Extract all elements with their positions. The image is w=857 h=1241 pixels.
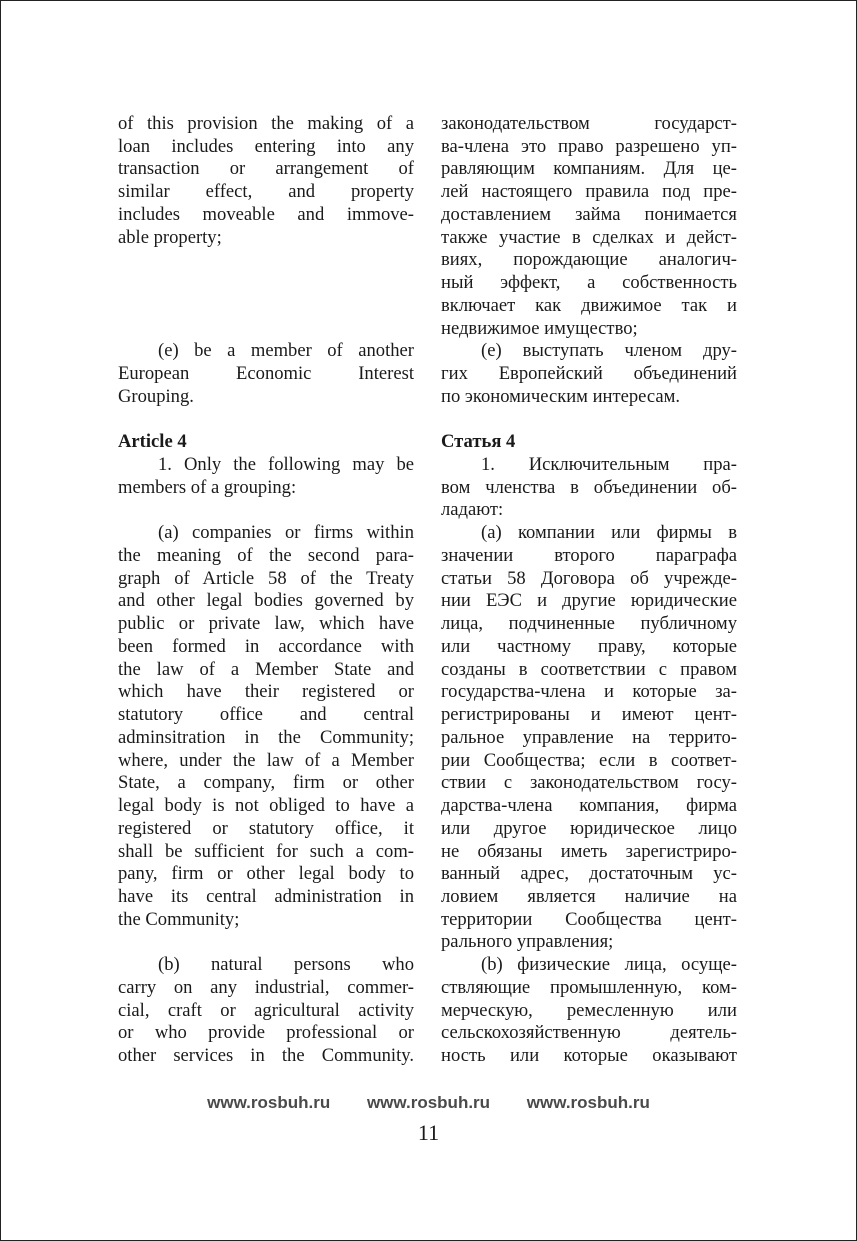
text-line: (а) компании или фирмы в — [481, 522, 737, 544]
text-line — [118, 409, 414, 432]
footer-links — [0, 1093, 857, 1113]
text-line: или другое юридическое лицо — [441, 817, 737, 839]
text-line: the Community; — [118, 908, 240, 930]
footer-link[interactable]: www.rosbuh.ru — [526, 1093, 650, 1112]
article-heading: Article 4 — [118, 431, 187, 453]
text-line: не обязаны иметь зарегистриро- — [441, 840, 737, 862]
article-heading: Статья 4 — [441, 431, 516, 453]
text-line: недвижимое имущество; — [441, 317, 638, 339]
text-line: доставлением займа понимается — [441, 203, 737, 225]
text-line: pany, firm or other legal body to — [118, 863, 414, 885]
text-line — [118, 318, 414, 341]
text-line — [118, 499, 414, 522]
text-line: loan includes entering into any — [118, 135, 414, 157]
text-line: ладают: — [441, 499, 504, 521]
text-line: 1. Only the following may be — [158, 454, 414, 476]
text-line: other services in the Community. — [118, 1045, 414, 1067]
text-line: similar effect, and property — [118, 181, 414, 203]
text-line: public or private law, which have — [118, 613, 414, 635]
text-line: виях, порождающие аналогич- — [441, 249, 737, 271]
text-line: (e) be a member of another — [158, 340, 414, 362]
text-line: регистрированы и имеют цент- — [441, 704, 737, 726]
text-line: дарства-члена компания, фирма — [441, 795, 737, 817]
text-line: and other legal bodies governed by — [118, 590, 414, 612]
text-line: or who provide professional or — [118, 1022, 414, 1044]
text-line: adminsitration in the Community; — [118, 726, 414, 748]
text-line: статьи 58 Договора об учрежде- — [441, 567, 737, 589]
text-line: государства-члена и которые за- — [441, 681, 737, 703]
text-line: the meaning of the second para- — [118, 544, 414, 566]
text-line: includes moveable and immove- — [118, 203, 414, 225]
text-line: вом членства в объединении об- — [441, 476, 737, 498]
text-line: carry on any industrial, commer- — [118, 976, 414, 998]
text-line: равляющим компаниям. Для це- — [441, 158, 737, 180]
text-line: нии ЕЭС и другие юридические — [441, 590, 737, 612]
text-line: ва-члена это право разрешено уп- — [441, 135, 737, 157]
text-line: (b) natural persons who — [158, 954, 414, 976]
text-line: ствляющие промышленную, ком- — [441, 976, 737, 998]
text-line: have its central administration in — [118, 885, 414, 907]
text-line — [118, 272, 414, 295]
text-line: ральное управление на террито- — [441, 726, 737, 748]
text-line: of this provision the making of a — [118, 113, 414, 134]
text-line: лица, подчиненные публичному — [441, 613, 737, 635]
text-line: been formed in accordance with — [118, 635, 414, 657]
text-line: значении второго параграфа — [441, 544, 737, 566]
text-line: созданы в соответствии с правом — [441, 658, 737, 680]
page-number: 11 — [417, 1120, 440, 1145]
text-line: able property; — [118, 226, 222, 248]
text-line: registered or statutory office, it — [118, 817, 414, 839]
text-line: statutory office and central — [118, 704, 414, 726]
text-line: гих Европейский объединений — [441, 363, 737, 385]
text-line: graph of Article 58 of the Treaty — [118, 567, 414, 589]
text-line: рии Сообщества; если в соответ- — [441, 749, 737, 771]
text-line: where, under the law of a Member — [118, 749, 414, 771]
text-line: (е) выступать членом дру- — [481, 340, 737, 362]
text-line: cial, craft or agricultural activity — [118, 999, 414, 1021]
text-line: ный эффект, а собственность — [441, 272, 737, 294]
text-line: ность или которые оказывают — [441, 1045, 737, 1067]
text-line: ванный адрес, достаточным ус- — [441, 863, 737, 885]
text-line: мерческую, ремесленную или — [441, 999, 737, 1021]
text-line: shall be sufficient for such a com- — [118, 840, 414, 862]
text-line: рального управления; — [441, 931, 614, 953]
text-line: также участие в сделках и дейст- — [441, 226, 737, 248]
text-line: (a) companies or firms within — [158, 522, 414, 544]
text-line — [118, 249, 414, 272]
text-line: Grouping. — [118, 385, 194, 407]
text-line: members of a grouping: — [118, 476, 297, 498]
text-line: 1. Исключительным пра- — [481, 454, 737, 476]
text-line: ловием является наличие на — [441, 885, 737, 907]
footer-link[interactable]: www.rosbuh.ru — [207, 1093, 331, 1112]
text-line — [118, 295, 414, 318]
text-line — [118, 931, 414, 954]
text-line: или частному праву, которые — [441, 635, 737, 657]
text-line: ствии с законодательством госу- — [441, 772, 737, 794]
text-line — [441, 409, 737, 432]
text-line: территории Сообщества цент- — [441, 908, 737, 930]
text-line: State, a company, firm or other — [118, 772, 414, 794]
text-line: сельскохозяйственную деятель- — [441, 1022, 737, 1044]
text-line: включает как движимое так и — [441, 294, 737, 316]
text-line: European Economic Interest — [118, 363, 414, 385]
text-line: по экономическим интересам. — [441, 385, 681, 407]
text-line: transaction or arrangement of — [118, 158, 414, 180]
text-line: which have their registered or — [118, 681, 414, 703]
russian-column — [441, 113, 737, 1068]
footer-link[interactable]: www.rosbuh.ru — [366, 1093, 491, 1112]
text-line: законодательством государст- — [441, 113, 737, 134]
text-line: the law of a Member State and — [118, 658, 414, 680]
text-line: (b) физические лица, осуще- — [481, 954, 737, 976]
english-column — [118, 113, 414, 1068]
text-line: legal body is not obliged to have a — [118, 795, 414, 817]
text-line: лей настоящего правила под пре- — [441, 181, 737, 203]
